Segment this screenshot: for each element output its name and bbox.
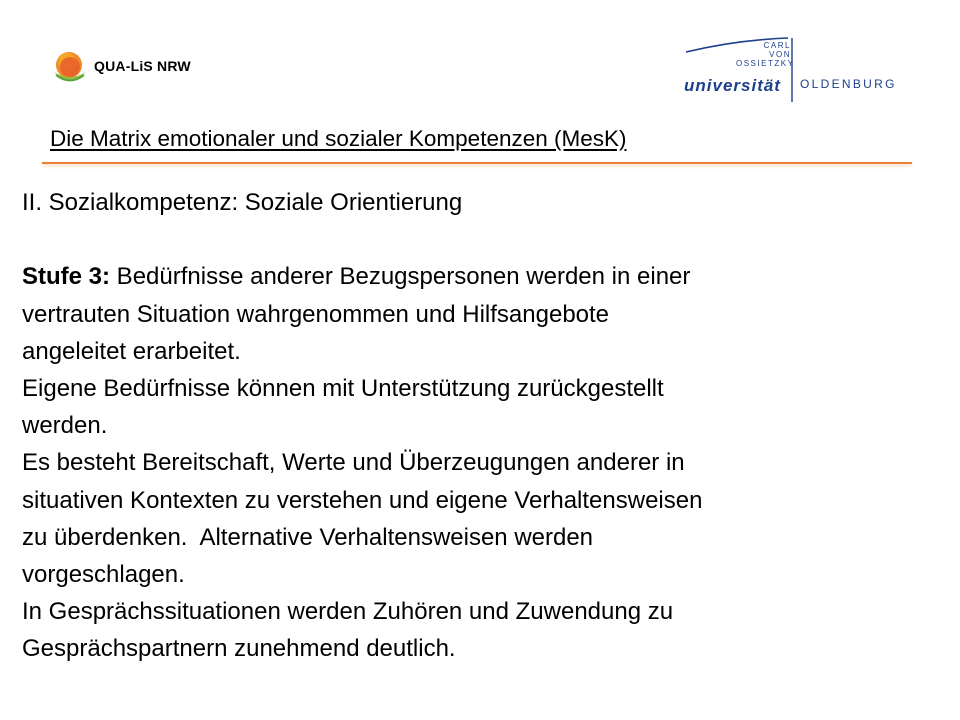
uni-logo-oldenburg: OLDENBURG (800, 77, 897, 91)
paragraph-2-line-2: werden. (22, 412, 108, 440)
subtitle: II. Sozialkompetenz: Soziale Orientierung (22, 189, 463, 216)
slide-title (50, 124, 910, 154)
slide-body (22, 184, 942, 667)
paragraph-4-line-2: Gesprächspartnern zunehmend deutlich. (22, 635, 456, 663)
qualis-logo-text: QUA-LiS NRW (94, 58, 191, 74)
uni-logo-carl-block (761, 41, 791, 59)
uni-logo-ossietzky: OSSIETZKY (736, 59, 795, 68)
paragraph-2-line-1: Eigene Bedürfnisse können mit Unterstützung zurückgestellt (22, 374, 664, 402)
uni-oldenburg-logo (676, 36, 916, 106)
paragraph-3-line-4: vorgeschlagen. (22, 560, 185, 588)
slide-title-text: Die Matrix emotionaler und sozialer Kompetenzen (MesK) (50, 126, 627, 151)
uni-logo-carl: CARL (763, 41, 791, 50)
paragraph-1-line-1: Bedürfnisse anderer Bezugspersonen werden in einer (110, 263, 691, 291)
title-divider (42, 162, 912, 164)
stufe-label: Stufe 3: (22, 263, 111, 291)
qualis-logo-mark (50, 48, 90, 88)
paragraph-4-line-1: In Gesprächssituationen werden Zuhören und Zuwendung zu (22, 598, 674, 626)
paragraph-3-line-1: Es besteht Bereitschaft, Werte und Überzeugungen anderer in (22, 449, 685, 477)
qualis-logo (50, 48, 210, 88)
paragraph-1-line-3: angeleitet erarbeitet. (22, 337, 241, 365)
uni-logo-universitaet: universität (684, 76, 781, 95)
uni-logo-von: VON (769, 50, 791, 59)
stufe-line (22, 258, 942, 295)
paragraph-3-line-3: zu überdenken. Alternative Verhaltensweisen werden (22, 523, 594, 551)
paragraph-1-line-2: vertrauten Situation wahrgenommen und Hilfsangebote (22, 300, 610, 328)
spacer (22, 221, 942, 258)
paragraph-3-line-2: situativen Kontexten zu verstehen und eigene Verhaltensweisen (22, 486, 703, 514)
